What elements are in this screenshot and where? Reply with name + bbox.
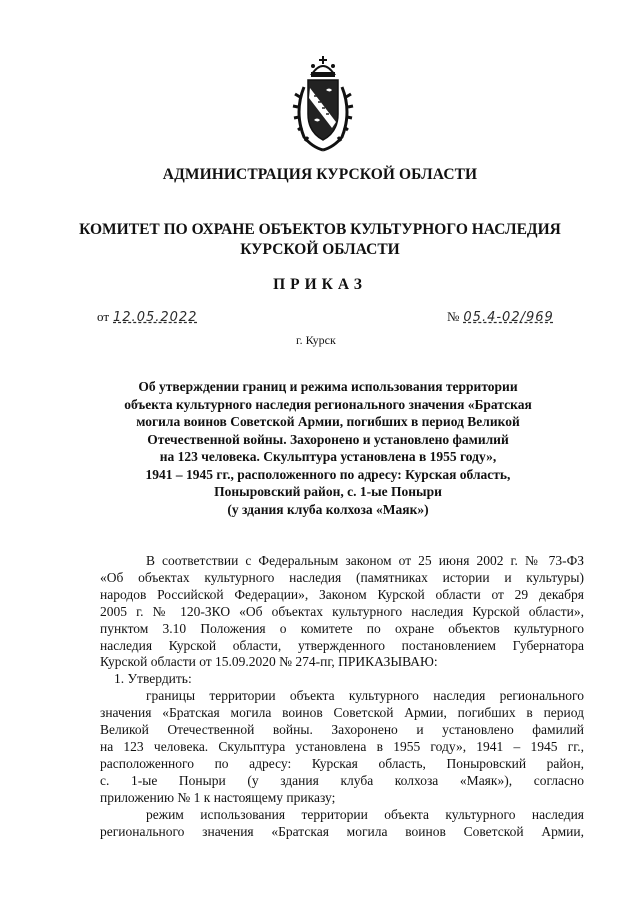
order-body: [100, 553, 584, 840]
body-line: Курской области от 15.09.2020 № 274-пг, ПРИКАЗЫВАЮ:: [100, 654, 438, 670]
order-subject: [100, 378, 556, 518]
number-value: 05.4-02/969: [463, 310, 554, 325]
body-line: на 123 человека. Скульптура установлена в 1955 году», 1941 – 1945 гг.,: [100, 738, 584, 754]
date-value: 12.05.2022: [113, 310, 198, 325]
subject-line: Поныровский район, с. 1-ые Поныри: [214, 484, 442, 499]
order-date: [97, 309, 197, 325]
subject-line: Об утверждении границ и режима использования территории: [138, 379, 518, 394]
number-prefix: №: [447, 309, 460, 324]
order-number: [447, 309, 554, 325]
body-line: пунктом 3.10 Положения о комитете по охране объектов культурного: [100, 620, 584, 636]
body-line: 2005 г. № 120-ЗКО «Об объектах культурного наследия Курской области»,: [100, 603, 584, 619]
body-line: режим использования территории объекта культурного наследия: [146, 806, 584, 822]
body-line: народов Российской Федерации», Законом Курской области от 29 декабря: [100, 586, 584, 602]
body-line: В соответствии с Федеральным законом от 25 июня 2002 г. № 73-ФЗ: [146, 553, 584, 568]
body-line: наследия Курской области, утвержденного постановлением Губернатора: [100, 637, 584, 653]
date-prefix: от: [97, 309, 110, 324]
body-line: «Об объектах культурного наследия (памятниках истории и культуры): [100, 569, 584, 585]
subject-line: объекта культурного наследия регионального значения «Братская: [124, 396, 532, 412]
committee-title: [0, 220, 640, 260]
coat-of-arms-emblem: [292, 52, 354, 152]
body-line: приложению № 1 к настоящему приказу;: [100, 789, 336, 805]
subject-line: на 123 человека. Скульптура установлена в 1955 году»,: [159, 449, 497, 464]
committee-title-line-1: КОМИТЕТ ПО ОХРАНЕ ОБЪЕКТОВ КУЛЬТУРНОГО НАСЛЕДИЯ: [79, 221, 561, 238]
body-line: регионального значения «Братская могила воинов Советской Армии,: [100, 823, 584, 839]
city-label: г. Курск: [296, 333, 336, 347]
body-line: Великой Отечественной войны. Захоронено и установлено фамилий: [100, 722, 584, 738]
body-line: расположенного по адресу: Курская область, Поныровский район,: [100, 755, 584, 771]
subject-line: 1941 – 1945 гг., расположенного по адресу: Курская область,: [145, 466, 511, 482]
administration-title: АДМИНИСТРАЦИЯ КУРСКОЙ ОБЛАСТИ: [162, 166, 478, 183]
body-line: значения «Братская могила воинов Советской Армии, погибших в период: [100, 705, 584, 721]
subject-line: могила воинов Советской Армии, погибших в период Великой: [136, 414, 520, 429]
body-line: 1. Утвердить:: [114, 671, 192, 687]
body-line: границы территории объекта культурного наследия регионального: [146, 688, 584, 704]
body-line: с. 1-ые Поныри (у здания клуба колхоза «Маяк»), согласно: [100, 772, 584, 788]
subject-line: (у здания клуба колхоза «Маяк»): [227, 501, 429, 517]
subject-line: Отечественной войны. Захоронено и установлено фамилий: [147, 431, 509, 447]
committee-title-line-2: КУРСКОЙ ОБЛАСТИ: [240, 241, 400, 258]
document-type-title: ПРИКАЗ: [273, 276, 367, 293]
